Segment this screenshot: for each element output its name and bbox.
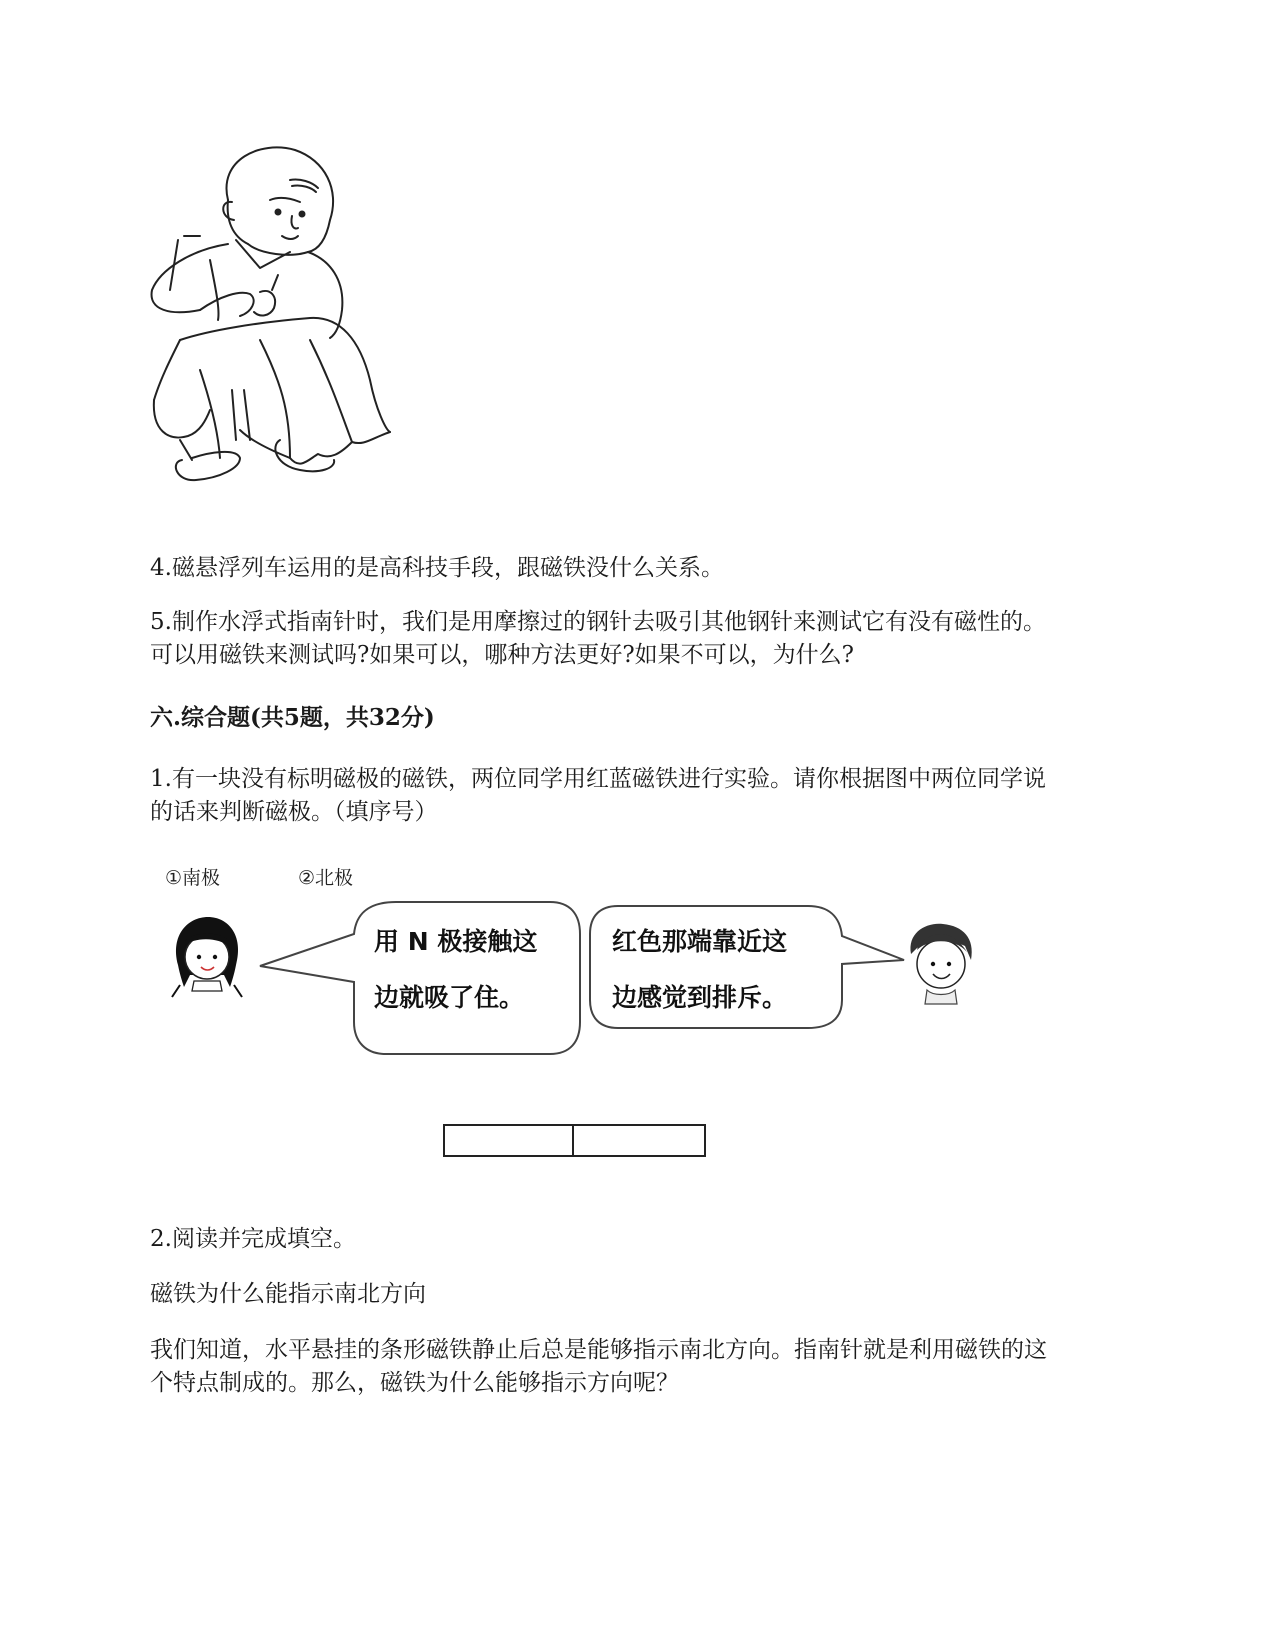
boy-illustration [905,920,977,1006]
answer-box-right[interactable] [572,1124,706,1157]
answer-box-left[interactable] [443,1124,574,1157]
reading-title: 磁铁为什么能指示南北方向 [150,1281,426,1307]
question-6-1-line-2: 的话来判断磁极。（填序号） [150,799,438,825]
reading-line-1: 我们知道，水平悬挂的条形磁铁静止后总是能够指示南北方向。指南针就是利用磁铁的这 [150,1337,1047,1363]
speech-bubble-left-text [374,914,537,1026]
question-6-2: 2.阅读并完成填空。 [150,1226,356,1252]
speech-bubble-right-line-1: 红色那端靠近这 [612,927,788,956]
section-heading: 六.综合题(共5题，共32分) [150,704,435,731]
option-north-pole: ②北极 [298,867,354,889]
speech-bubble-right-line-2: 边感觉到排斥。 [612,983,788,1012]
question-6-1-line-1: 1.有一块没有标明磁极的磁铁，两位同学用红蓝磁铁进行实验。请你根据图中两位同学说 [150,766,1046,792]
question-5-line-1: 5.制作水浮式指南针时，我们是用摩擦过的钢针去吸引其他钢针来测试它有没有磁性的。 [150,609,1046,635]
option-south-pole: ①南极 [165,867,221,889]
speech-bubble-left-line-2: 边就吸了住。 [374,983,525,1012]
question-5-line-2: 可以用磁铁来测试吗?如果可以，哪种方法更好?如果不可以，为什么? [150,642,854,668]
speech-bubble-right-text [612,914,787,1026]
reading-line-2: 个特点制成的。那么，磁铁为什么能够指示方向呢？ [150,1370,679,1396]
grandmother-sewing-illustration [140,140,400,490]
girl-illustration [170,915,244,999]
speech-bubble-left-line-1: 用 N 极接触这 [374,927,538,956]
question-4: 4.磁悬浮列车运用的是高科技手段，跟磁铁没什么关系。 [150,555,724,581]
